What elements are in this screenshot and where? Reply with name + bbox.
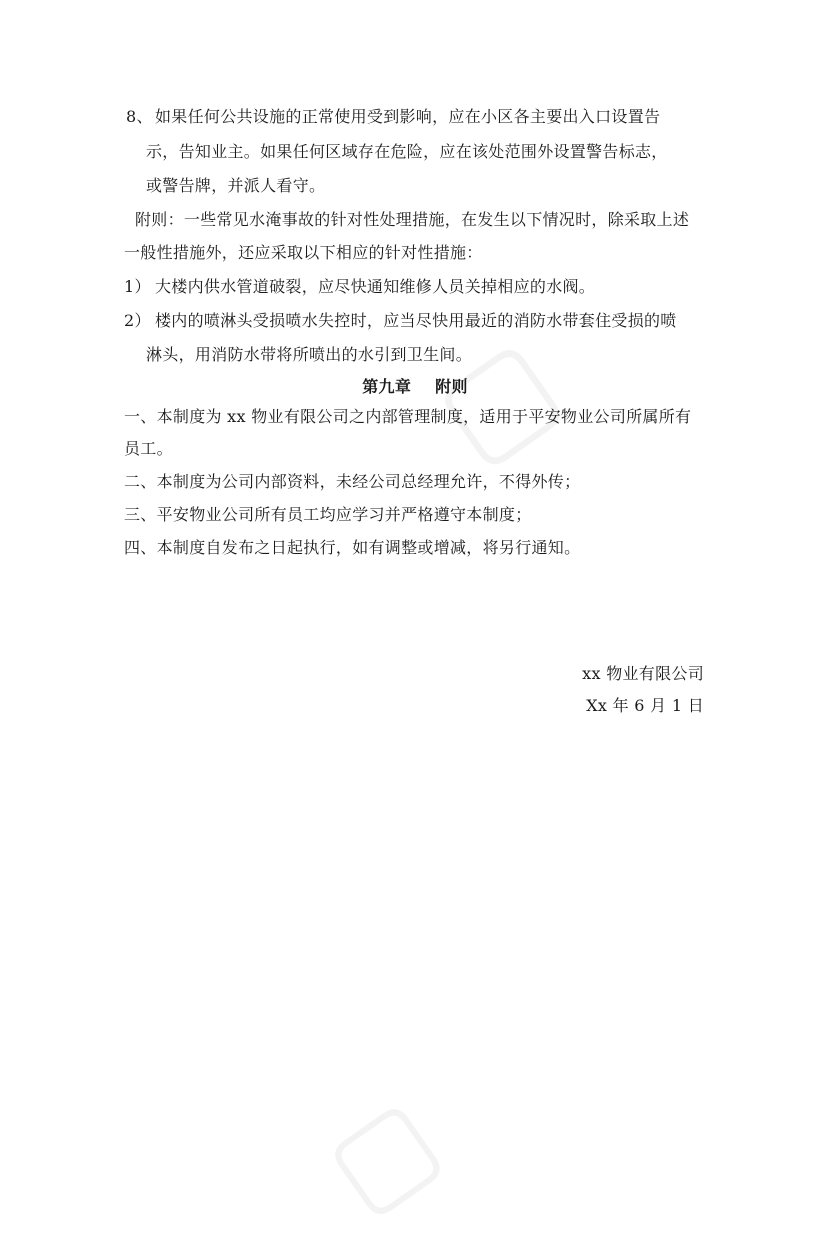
item-8-line-2: 示，告知业主。如果任何区域存在危险，应在该处范围外设置警告标志，	[146, 142, 668, 161]
chapter-heading	[0, 377, 830, 397]
measure-1-line-1: 大楼内供水管道破裂，应尽快通知维修人员关掉相应的水阀。	[155, 277, 596, 296]
appendix-note-line-1: 附则：一些常见水淹事故的针对性处理措施，在发生以下情况时，除采取上述	[135, 210, 690, 229]
provision-1-line-1: 一、本制度为 xx 物业有限公司之内部管理制度，适用于平安物业公司所属所有	[124, 407, 692, 426]
provision-3: 三、平安物业公司所有员工均应学习并严格遵守本制度；	[124, 505, 532, 524]
provision-2: 二、本制度为公司内部资料，未经公司总经理允许，不得外传；	[124, 472, 581, 491]
signature-company: xx 物业有限公司	[582, 664, 704, 683]
appendix-note-line-2: 一般性措施外，还应采取以下相应的针对性措施：	[124, 243, 483, 262]
signature-date: Xx 年 6 月 1 日	[586, 696, 704, 715]
chapter-title: 附则	[435, 377, 468, 396]
item-8-line-1: 如果任何公共设施的正常使用受到影响，应在小区各主要出入口设置告	[155, 107, 661, 126]
item-8-number: 8、	[126, 107, 153, 126]
chapter-number: 第九章	[362, 377, 412, 396]
provision-4: 四、本制度自发布之日起执行，如有调整或增减，将另行通知。	[124, 538, 581, 557]
watermark-mark-lower	[303, 1072, 462, 1236]
measure-1-number: 1）	[124, 277, 151, 296]
measure-2-number: 2）	[124, 311, 151, 330]
provision-1-line-2: 员工。	[124, 439, 173, 458]
measure-2-line-1: 楼内的喷淋头受损喷水失控时，应当尽快用最近的消防水带套住受损的喷	[155, 311, 677, 330]
item-8-line-3: 或警告牌，并派人看守。	[146, 176, 326, 195]
measure-2-line-2: 淋头，用消防水带将所喷出的水引到卫生间。	[146, 345, 473, 364]
watermark-mark-upper	[410, 310, 583, 489]
